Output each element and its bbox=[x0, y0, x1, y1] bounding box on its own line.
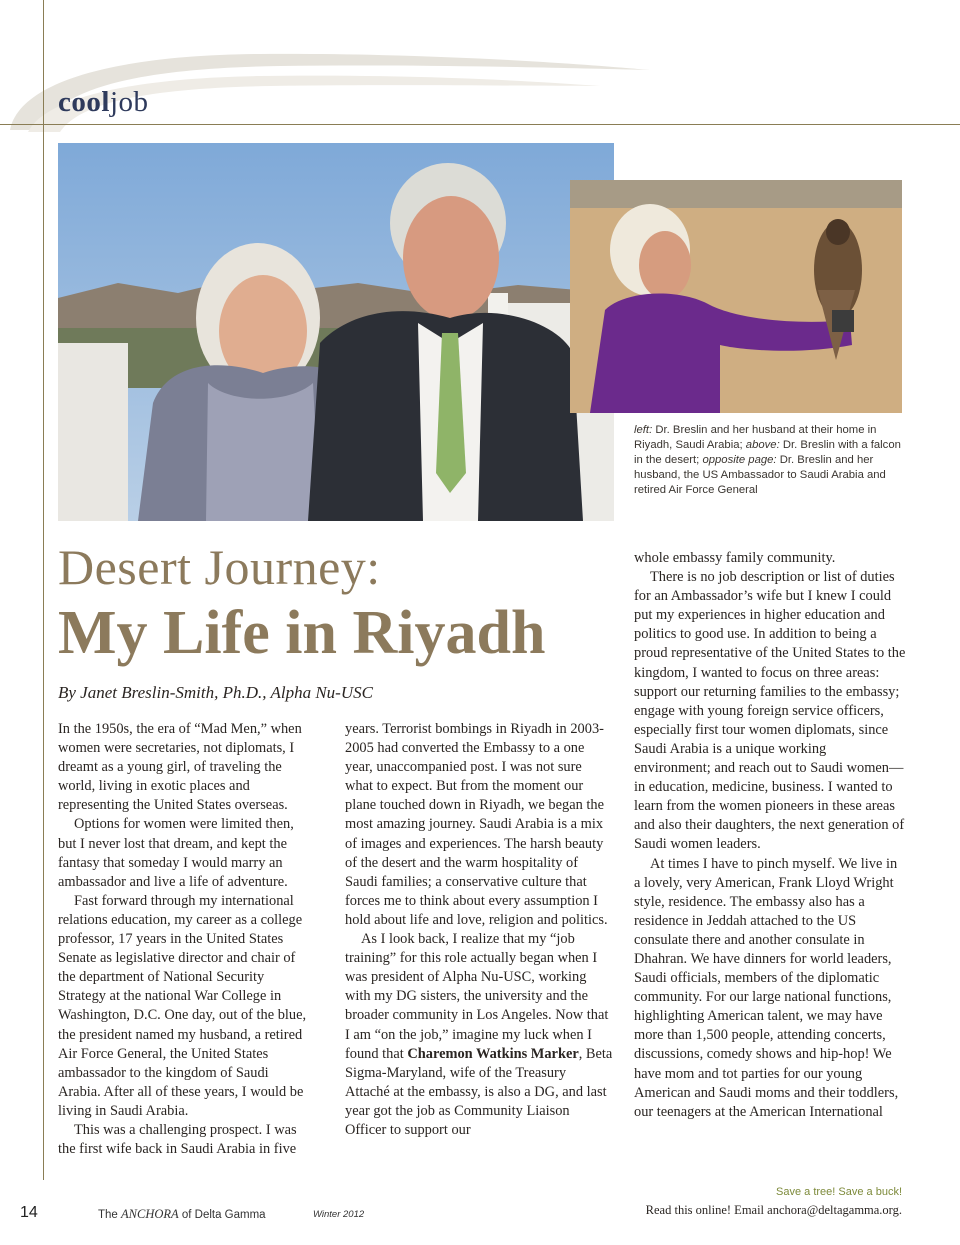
article-column-3 bbox=[634, 549, 906, 1122]
byline: By Janet Breslin-Smith, Ph.D., Alpha Nu-USC bbox=[58, 683, 373, 702]
page-number: 14 bbox=[20, 1204, 38, 1221]
article-title-line2: My Life in Riyadh bbox=[58, 599, 546, 667]
paragraph: As I look back, I realize that my “job training” for this role actually began when I was president of Alpha Nu-USC, working with my DG sisters, the university and the broader community in Los Angeles. Now that I am “on the job,” imagine my luck when I found that Charemon Watkins Marker, Beta Sigma-Maryland, wife of the Treasury Attaché at the embassy, is also a DG, and last year got the job as Community Liaison Officer to support our bbox=[345, 931, 613, 1138]
article-title-line1: Desert Journey: bbox=[58, 539, 381, 595]
photo-falcon bbox=[570, 180, 902, 413]
paragraph: Options for women were limited then, but I never lost that dream, and kept the fantasy that someday I would marry an ambassador and live a life of adventure. bbox=[58, 816, 294, 890]
header-rule bbox=[0, 124, 960, 125]
article-column-2 bbox=[345, 720, 613, 1140]
paragraph: This was a challenging prospect. I was the first wife back in Saudi Arabia in five bbox=[58, 1121, 297, 1158]
save-tree-note: Save a tree! Save a buck! bbox=[776, 1186, 902, 1198]
paragraph: years. Terrorist bombings in Riyadh in 2003-2005 had converted the Embassy to a one year, unaccompanied post. I was not sure what to expect. But from the moment our plane touched down in Riyadh, we began the most amazing journey. Saudi Arabia is a mix of images and experiences. The harsh beauty of the desert and the warm hospitality of Saudi families; a conservative culture that forces me to think about every assumption I hold about life and love, religion and politics. bbox=[345, 721, 608, 928]
read-online-note: Read this online! Email anchora@deltagamma.org. bbox=[645, 1203, 902, 1217]
paragraph: whole embassy family community. bbox=[634, 550, 836, 566]
issue-date: Winter 2012 bbox=[313, 1209, 365, 1220]
paragraph: At times I have to pinch myself. We live in a lovely, very American, Frank Lloyd Wright style, residence. The embassy also has a residence in Jeddah attached to the US consulate there and another consulate in Dhahran. We have dinners for world leaders, Saudi officials, members of the diplomatic community. For our large national functions, highlighting American talent, we may have more than 1,500 people, attending concerts, discussions, comedy shows and hip-hop! We have mom and tot parties for our young American and Saudi moms and their toddlers, our teenagers at the American International bbox=[634, 855, 899, 1120]
paragraph: There is no job description or list of duties for an Ambassador’s wife but I knew I could put my experiences in higher education and politics to good use. In addition to being a proud representative of the United States to the kingdom, I wanted to focus on three areas: support our returning families to the embassy; engage with young foreign service officers, especially first tour women diplomats, since Saudi Arabia is a unique working environment; and reach out to Saudi women—in education, medicine, business. I wanted to learn from the women pioneers in these areas and also their daughters, the next generation of Saudi women leaders. bbox=[634, 569, 906, 853]
magazine-name: The ANCHORA of Delta Gamma bbox=[98, 1207, 266, 1221]
photo-couple bbox=[58, 143, 614, 521]
photo-caption: left: Dr. Breslin and her husband at their home in Riyadh, Saudi Arabia; above: Dr. Breslin with a falcon in the desert; opposite page: Dr. Breslin and her husband, the US Ambassador to Saudi Arabia and retired Air Force General bbox=[634, 424, 901, 496]
left-margin-rule bbox=[43, 0, 44, 1180]
paragraph: Fast forward through my international relations education, my career as a college professor, 17 years in the United States Senate as legislative director and chair of the department of National Security Strategy at the national War College in Washington, D.C. One day, out of the blue, the president named my husband, a retired Air Force General, the United States ambassador to the kingdom of Saudi Arabia. After all of these years, I would be living in Saudi Arabia. bbox=[58, 892, 307, 1119]
section-title: cooljob bbox=[58, 86, 149, 118]
article-column-1 bbox=[58, 720, 313, 1159]
paragraph: In the 1950s, the era of “Mad Men,” when women were secretaries, not diplomats, I dreamt as a young girl, of traveling the world, living in exotic places and representing the United States overseas. bbox=[58, 721, 302, 814]
highlighted-name: Charemon Watkins Marker bbox=[407, 1045, 579, 1062]
